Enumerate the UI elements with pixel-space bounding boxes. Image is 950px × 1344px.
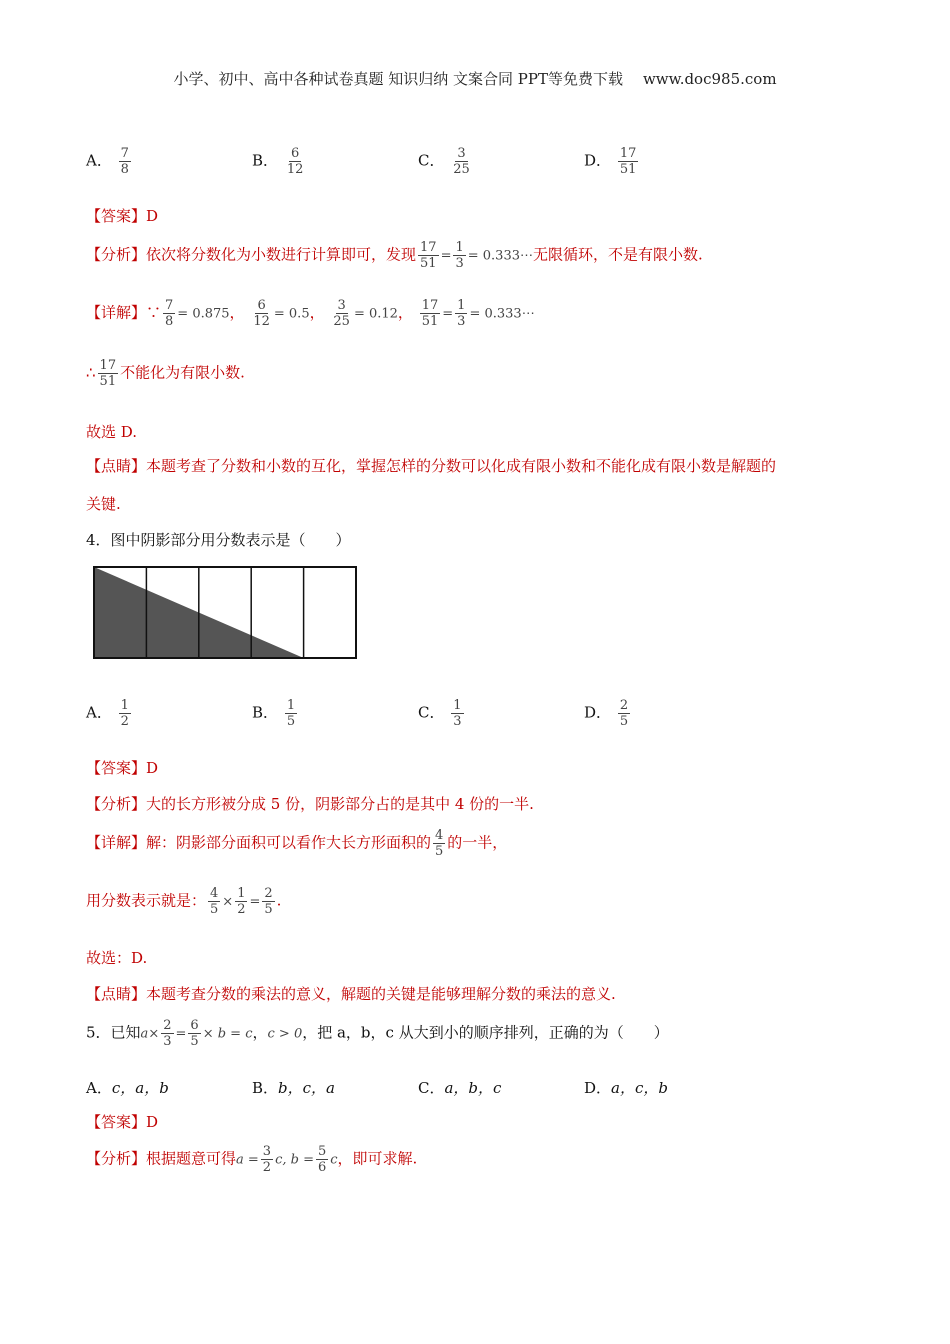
numerator: 3 xyxy=(457,146,466,161)
analysis-text: 【分析】根据题意可得 xyxy=(86,1149,237,1168)
math-value: = 0.5 xyxy=(273,306,310,322)
option-text: a，c，b xyxy=(611,1079,668,1097)
numerator: 2 xyxy=(264,886,273,901)
q3-option-b[interactable] xyxy=(252,146,307,177)
detail-text: 【详解】解：阴影部分面积可以看作大长方形面积的 xyxy=(86,833,432,852)
q3-comment-line2: 关键. xyxy=(86,495,121,513)
denominator: 2 xyxy=(120,714,129,729)
option-label: B． xyxy=(252,151,279,170)
q5-analysis xyxy=(86,1144,417,1175)
analysis-text: 【分析】依次将分数化为小数进行计算即可，发现 xyxy=(86,245,417,264)
fraction xyxy=(262,886,274,917)
fraction xyxy=(420,298,441,329)
condition: c > 0 xyxy=(267,1026,303,1042)
q3-comment-line1: 【点睛】本题考查了分数和小数的互化，掌握怎样的分数可以化成有限小数和不能化成有限小数是解题的 xyxy=(86,457,777,475)
numerator: 5 xyxy=(317,1144,327,1159)
fraction xyxy=(451,146,472,177)
math-value: = 0.12 xyxy=(353,306,398,322)
math-decimal: = 0.333⋯ xyxy=(467,248,533,264)
numerator: 3 xyxy=(337,298,346,313)
denominator: 51 xyxy=(619,162,637,177)
therefore-text: 不能化为有限小数. xyxy=(120,363,245,382)
q4-shaded-rectangle-figure xyxy=(92,565,358,660)
fraction xyxy=(453,240,465,271)
numerator: 1 xyxy=(455,240,464,255)
q3-choose: 故选 D. xyxy=(86,423,138,441)
numerator: 7 xyxy=(120,146,129,161)
option-label: D． xyxy=(584,703,612,722)
option-label: B． xyxy=(252,703,279,722)
fraction xyxy=(285,146,306,177)
q5-option-c[interactable] xyxy=(418,1078,501,1098)
denominator: 12 xyxy=(286,162,304,177)
separator: ， xyxy=(252,1023,268,1042)
numerator: 3 xyxy=(262,1144,272,1159)
q4-choose: 故选：D. xyxy=(86,949,148,967)
numerator: 6 xyxy=(290,146,300,161)
q4-answer: 【答案】D xyxy=(86,759,159,777)
denominator: 2 xyxy=(262,1160,272,1175)
numerator: 6 xyxy=(257,298,266,313)
q5-stem xyxy=(86,1018,669,1049)
math-eq: = xyxy=(442,306,454,322)
q5-option-a[interactable] xyxy=(86,1078,169,1098)
option-text: b，c，a xyxy=(278,1079,335,1097)
numerator: 6 xyxy=(190,1018,199,1033)
denominator: 5 xyxy=(264,902,273,917)
denominator: 5 xyxy=(190,1034,199,1049)
var-a: a xyxy=(140,1026,149,1042)
denominator: 5 xyxy=(210,902,219,917)
q3-analysis xyxy=(86,240,703,271)
fraction xyxy=(418,240,439,271)
denominator: 2 xyxy=(237,902,246,917)
q4-option-a[interactable] xyxy=(86,698,133,729)
q3-therefore xyxy=(86,358,245,389)
math-expression: c xyxy=(330,1152,338,1168)
times-symbol: × xyxy=(148,1026,160,1042)
q4-option-d[interactable] xyxy=(584,698,632,729)
option-label: D． xyxy=(584,1079,612,1097)
denominator: 3 xyxy=(457,314,466,329)
numerator: 4 xyxy=(210,886,219,901)
fraction xyxy=(235,886,247,917)
option-label: C． xyxy=(418,703,445,722)
q4-analysis: 【分析】大的长方形被分成 5 份，阴影部分占的是其中 4 份的一半. xyxy=(86,795,534,813)
numerator: 1 xyxy=(457,298,466,313)
denominator: 8 xyxy=(120,162,129,177)
header-site-link[interactable]: www.doc985.com xyxy=(642,70,777,88)
period: . xyxy=(276,891,282,910)
denominator: 3 xyxy=(163,1034,172,1049)
math-expression: a = xyxy=(236,1152,259,1168)
option-label: C． xyxy=(418,1079,445,1097)
q4-detail xyxy=(86,828,507,859)
denominator: 3 xyxy=(455,256,464,271)
math-expression: × b = c xyxy=(202,1026,253,1042)
option-text: c，a，b xyxy=(111,1079,169,1097)
separator: ， xyxy=(397,303,413,322)
fraction xyxy=(618,146,639,177)
numerator: 4 xyxy=(435,828,444,843)
denominator: 5 xyxy=(435,844,444,859)
fraction xyxy=(119,698,131,729)
numerator: 17 xyxy=(619,146,637,161)
fraction xyxy=(161,1018,173,1049)
equals-symbol: = xyxy=(175,1026,187,1042)
numerator: 1 xyxy=(286,698,296,713)
numerator: 1 xyxy=(453,698,462,713)
numerator: 17 xyxy=(421,298,439,313)
numerator: 2 xyxy=(619,698,629,713)
denominator: 51 xyxy=(421,314,439,329)
fraction xyxy=(618,698,630,729)
denominator: 3 xyxy=(453,714,462,729)
detail-text: 的一半， xyxy=(447,833,508,852)
denominator: 12 xyxy=(253,314,270,329)
expression-label: 用分数表示就是： xyxy=(86,891,207,910)
fraction xyxy=(208,886,220,917)
analysis-text: ，即可求解. xyxy=(337,1149,418,1168)
numerator: 1 xyxy=(237,886,246,901)
math-value: = 0.875 xyxy=(177,306,230,322)
denominator: 25 xyxy=(453,162,470,177)
fraction xyxy=(119,146,131,177)
q4-option-c[interactable] xyxy=(418,698,466,729)
page-header xyxy=(0,68,950,89)
numerator: 1 xyxy=(120,698,129,713)
fraction xyxy=(455,298,467,329)
math-value: = 0.333⋯ xyxy=(469,306,535,322)
fraction xyxy=(285,698,297,729)
stem-text: ，把 a，b，c 从大到小的顺序排列，正确的为（ ） xyxy=(302,1023,669,1042)
q5-answer: 【答案】D xyxy=(86,1113,159,1131)
denominator: 8 xyxy=(165,314,174,329)
fraction xyxy=(316,1144,328,1175)
numerator: 17 xyxy=(420,240,437,255)
header-text: 小学、初中、高中各种试卷真题 知识归纳 文案合同 PPT等免费下载 xyxy=(173,70,623,88)
numerator: 2 xyxy=(163,1018,172,1033)
fraction xyxy=(251,298,272,329)
denominator: 25 xyxy=(333,314,350,329)
fraction xyxy=(261,1144,273,1175)
option-label: A． xyxy=(86,1079,112,1097)
option-label: A． xyxy=(86,151,112,170)
option-label: C． xyxy=(418,151,445,170)
fraction xyxy=(331,298,352,329)
math-expression: c, b = xyxy=(275,1152,314,1168)
fraction xyxy=(188,1018,200,1049)
q4-expression xyxy=(86,886,281,917)
q4-stem: 4．图中阴影部分用分数表示是（ ） xyxy=(86,531,351,549)
fraction xyxy=(98,358,119,389)
q3-option-c[interactable] xyxy=(418,146,474,177)
fraction xyxy=(163,298,175,329)
fraction xyxy=(451,698,463,729)
separator: ， xyxy=(229,303,245,322)
fraction xyxy=(433,828,445,859)
math-eq: = xyxy=(440,248,452,264)
denominator: 5 xyxy=(619,714,629,729)
times-symbol: × xyxy=(222,894,234,910)
therefore-symbol: ∴ xyxy=(86,363,96,382)
q4-option-b[interactable] xyxy=(252,698,299,729)
denominator: 5 xyxy=(286,714,296,729)
analysis-text: 无限循环，不是有限小数. xyxy=(533,245,703,264)
denominator: 51 xyxy=(420,256,437,271)
option-text: a，b，c xyxy=(444,1079,502,1097)
denominator: 6 xyxy=(317,1160,327,1175)
option-label: B． xyxy=(252,1079,279,1097)
separator: ， xyxy=(309,303,325,322)
denominator: 51 xyxy=(99,374,117,389)
numerator: 7 xyxy=(165,298,174,313)
q3-option-d[interactable] xyxy=(584,146,640,177)
q3-option-a[interactable] xyxy=(86,146,133,177)
q5-option-b[interactable] xyxy=(252,1078,335,1098)
q4-comment: 【点睛】本题考查分数的乘法的意义，解题的关键是能够理解分数的乘法的意义. xyxy=(86,985,616,1003)
option-label: D． xyxy=(584,151,612,170)
q5-option-d[interactable] xyxy=(584,1078,668,1098)
q3-answer: 【答案】D xyxy=(86,207,159,225)
numerator: 17 xyxy=(99,358,117,373)
option-label: A． xyxy=(86,703,112,722)
stem-text: 5．已知 xyxy=(86,1023,141,1042)
detail-label: 【详解】∵ xyxy=(86,303,162,322)
q3-detail xyxy=(86,298,535,329)
equals-symbol: = xyxy=(249,894,261,910)
